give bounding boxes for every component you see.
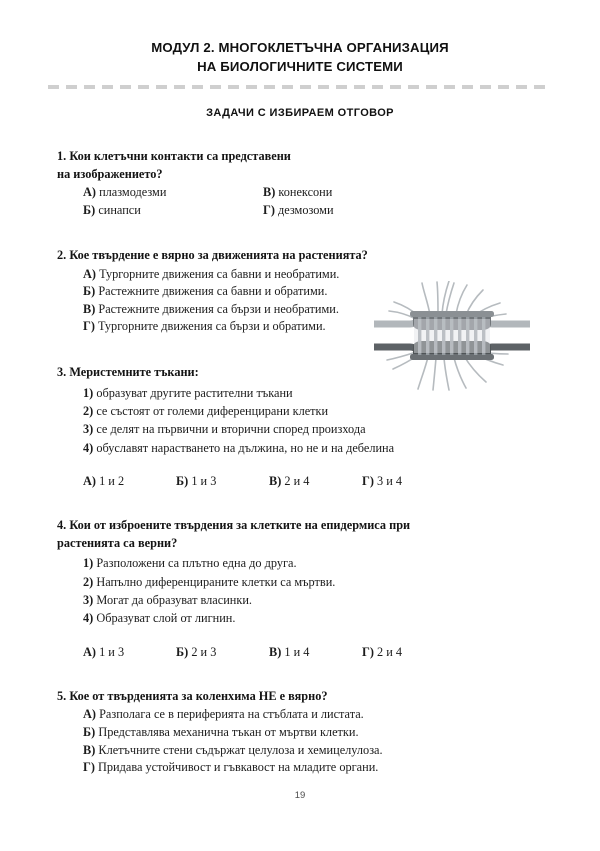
answer-4g-text: 2 и 4 — [377, 644, 403, 659]
question-3-stem-line-1: Меристемните тъкани: — [69, 365, 199, 380]
option-5a[interactable] — [83, 706, 542, 724]
answer-3b[interactable] — [176, 474, 269, 489]
statement-4-4 — [83, 609, 542, 627]
question-5-stem-line-1: Кое от твърденията за коленхима НЕ е вярно? — [69, 688, 328, 703]
question-1-stem-line-1: Кои клетъчни контакти са представени — [69, 149, 291, 163]
statement-4-3 — [83, 591, 542, 609]
question-5-options — [57, 706, 542, 776]
plaque-cap-upper — [410, 311, 494, 317]
answer-3g[interactable] — [362, 474, 455, 489]
option-5b[interactable] — [83, 724, 542, 742]
answer-4b-text: 2 и 3 — [191, 644, 217, 659]
answer-3b-text: 1 и 3 — [191, 474, 217, 489]
statement-3-1-text: образуват другите растителни тъкани — [96, 385, 293, 400]
option-5v-text: Клетъчните стени съдържат целулоза и хемицелулоза. — [98, 742, 383, 757]
option-2g-label: Г) — [83, 319, 95, 334]
statement-3-1-number: 1) — [83, 385, 94, 400]
question-4-statements — [57, 554, 542, 628]
question-3-answer-row — [57, 474, 542, 489]
answer-4a-text: 1 и 3 — [99, 644, 125, 659]
answer-3b-label: Б) — [176, 474, 189, 489]
option-2v-text: Растежните движения са бързи и необратими. — [98, 301, 339, 316]
option-1v-text: конексони — [278, 185, 333, 199]
option-1b-text: синапси — [98, 202, 141, 217]
question-4-stem-line-2: растенията са верни? — [57, 535, 178, 550]
answer-3v-text: 2 и 4 — [284, 474, 310, 489]
option-1b[interactable] — [83, 202, 263, 220]
page-number: 19 — [294, 790, 306, 801]
statement-3-3-number: 3) — [83, 422, 94, 437]
question-1-number: 1. — [57, 149, 67, 163]
option-5g-label: Г) — [83, 760, 95, 775]
module-title-line-2: НА БИОЛОГИЧНИТЕ СИСТЕМИ — [197, 59, 403, 74]
question-5-stem — [57, 688, 542, 706]
option-5v[interactable] — [83, 742, 542, 760]
answer-3a-label: А) — [83, 474, 96, 489]
option-1g-label: Г) — [263, 202, 275, 217]
option-1a-text: плазмодезми — [99, 185, 167, 199]
statement-4-1 — [83, 554, 542, 572]
answer-4b[interactable] — [176, 645, 269, 660]
answer-3a[interactable] — [83, 474, 176, 489]
question-3-statements — [57, 384, 542, 458]
answer-4v-label: В) — [269, 644, 282, 659]
question-block-1 — [57, 148, 542, 219]
desmosome-diagram-svg — [372, 281, 532, 391]
answer-4a-label: А) — [83, 644, 96, 659]
question-1-stem — [57, 148, 542, 183]
statement-4-2-number: 2) — [83, 574, 94, 589]
module-title-line-1: МОДУЛ 2. МНОГОКЛЕТЪЧНА ОРГАНИЗАЦИЯ — [151, 40, 449, 55]
question-1-options — [57, 184, 542, 219]
question-block-5 — [57, 688, 542, 777]
question-4-number: 4. — [57, 518, 67, 533]
question-5-number: 5. — [57, 688, 67, 703]
statement-3-3-text: се делят на първични и вторични според произхода — [96, 422, 366, 437]
option-1g[interactable] — [263, 202, 542, 220]
question-3-number: 3. — [57, 365, 67, 380]
answer-3v-label: В) — [269, 474, 282, 489]
option-1v-label: В) — [263, 185, 276, 199]
answer-3g-text: 3 и 4 — [377, 474, 403, 489]
option-2v-label: В) — [83, 301, 96, 316]
question-4-stem — [57, 517, 542, 552]
intercellular-space — [414, 319, 490, 353]
option-5a-text: Разполага се в периферията на стъблата и листата. — [99, 707, 364, 722]
module-title — [0, 38, 600, 76]
option-1a-label: А) — [83, 185, 96, 199]
statement-4-3-text: Могат да образуват власинки. — [96, 593, 253, 607]
option-5b-text: Представлява механична тъкан от мъртви клетки. — [98, 724, 359, 739]
document-header — [0, 0, 600, 119]
question-2-stem-line-1: Кое твърдение е вярно за движенията на растенията? — [69, 248, 368, 263]
option-2b-label: Б) — [83, 284, 96, 299]
option-1a[interactable] — [83, 184, 263, 202]
statement-4-4-text: Образуват слой от лигнин. — [96, 611, 236, 626]
statement-4-2-text: Напълно диференцираните клетки са мъртви. — [96, 574, 336, 589]
question-2-number: 2. — [57, 248, 67, 263]
option-1b-label: Б) — [83, 202, 96, 217]
dashed-divider — [48, 85, 552, 89]
option-5g-text: Придава устойчивост и гъвкавост на младите органи. — [98, 760, 379, 775]
option-5g[interactable] — [83, 759, 542, 777]
answer-4b-label: Б) — [176, 644, 189, 659]
statement-4-1-number: 1) — [83, 556, 94, 571]
statement-3-2 — [83, 402, 542, 420]
answer-4a[interactable] — [83, 645, 176, 660]
option-2g-text: Тургорните движения са бързи и обратими. — [98, 319, 326, 334]
statement-3-4-number: 4) — [83, 440, 94, 455]
question-4-stem-line-1: Кои от изброените твърдения за клетките на епидермиса при — [69, 518, 411, 533]
answer-4g-label: Г) — [362, 644, 374, 659]
option-2a-text: Тургорните движения са бавни и необратими. — [99, 266, 340, 281]
question-block-4 — [57, 517, 542, 660]
answer-3g-label: Г) — [362, 474, 374, 489]
option-1g-text: дезмозоми — [278, 202, 334, 217]
statement-3-2-number: 2) — [83, 403, 94, 418]
option-1v[interactable] — [263, 184, 542, 202]
statement-3-3 — [83, 420, 542, 438]
statement-4-3-number: 3) — [83, 593, 94, 607]
statement-4-2 — [83, 573, 542, 591]
option-5a-label: А) — [83, 707, 96, 722]
answer-3v[interactable] — [269, 474, 362, 489]
option-2b-text: Растежните движения са бавни и обратими. — [98, 284, 328, 299]
answer-4v[interactable] — [269, 645, 362, 660]
questions-container — [0, 148, 600, 777]
statement-3-4 — [83, 439, 542, 457]
answer-4v-text: 1 и 4 — [284, 644, 310, 659]
statement-4-1-text: Разположени са плътно една до друга. — [96, 556, 297, 571]
section-subtitle: ЗАДАЧИ С ИЗБИРАЕМ ОТГОВОР — [206, 107, 394, 119]
option-2a-label: А) — [83, 266, 96, 281]
answer-3a-text: 1 и 2 — [99, 474, 125, 489]
statement-4-4-number: 4) — [83, 611, 94, 626]
option-5b-label: Б) — [83, 724, 96, 739]
option-5v-label: В) — [83, 742, 96, 757]
answer-4g[interactable] — [362, 645, 455, 660]
question-2-stem — [57, 247, 542, 265]
statement-3-4-text: обуславят нарастването на дължина, но не и на дебелина — [96, 440, 395, 455]
statement-3-2-text: се състоят от големи диференцирани клетки — [96, 403, 329, 418]
question-4-answer-row — [57, 645, 542, 660]
desmosome-diagram-figure — [372, 281, 532, 391]
question-1-stem-line-2: на изображението? — [57, 166, 163, 181]
